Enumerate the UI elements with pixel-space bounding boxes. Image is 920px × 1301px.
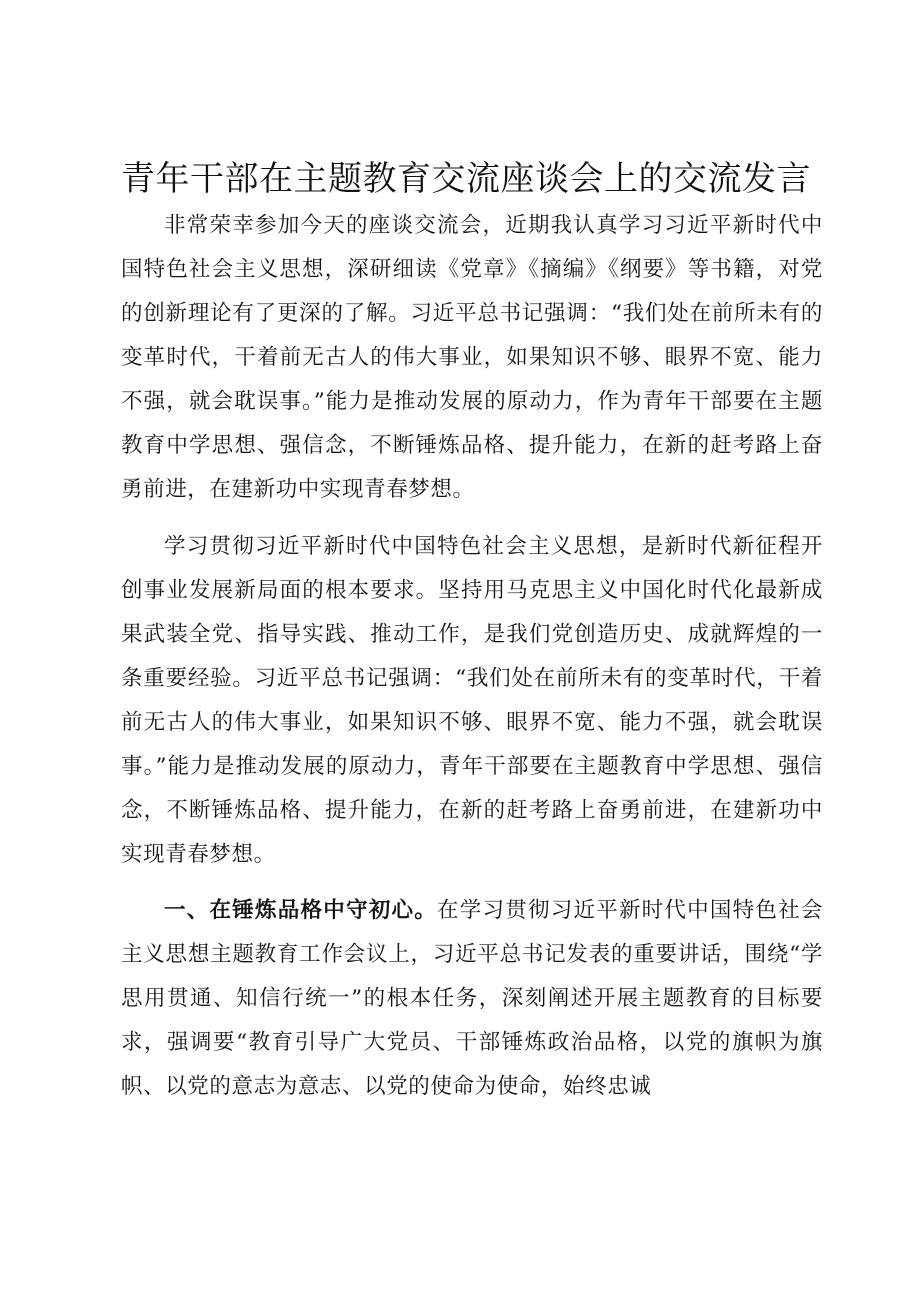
paragraph-section-one (121, 889, 823, 1109)
paragraph-text: 非常荣幸参加今天的座谈交流会，近期我认真学习习近平新时代中国特色社会主义思想，深研细读《党章》《摘编》《纲要》等书籍，对党的创新理论有了更深的了解。习近平总书记强调：“我们处在前所未有的变革时代，干着前无古人的伟大事业，如果知识不够、眼界不宽、能力不强，就会耽误事。”能力是推动发展的原动力，作为青年干部要在主题教育中学思想、强信念，不断锤炼品格、提升能力，在新的赶考路上奋勇前进，在建新功中实现青春梦想。 (121, 213, 823, 502)
paragraph-background (121, 525, 823, 877)
paragraph-text: 学习贯彻习近平新时代中国特色社会主义思想，是新时代新征程开创事业发展新局面的根本要求。坚持用马克思主义中国化时代化最新成果武装全党、指导实践、推动工作，是我们党创造历史、成就辉煌的一条重要经验。习近平总书记强调：“我们处在前所未有的变革时代，干着前无古人的伟大事业，如果知识不够、眼界不宽、能力不强，就会耽误事。”能力是推动发展的原动力，青年干部要在主题教育中学思想、强信念，不断锤炼品格、提升能力，在新的赶考路上奋勇前进，在建新功中实现青春梦想。 (121, 533, 823, 867)
document-body (121, 204, 823, 1122)
paragraph-text: 在学习贯彻习近平新时代中国特色社会主义思想主题教育工作会议上，习近平总书记发表的重要讲话，围绕“学思用贯通、知信行统一”的根本任务，深刻阐述开展主题教育的目标要求，强调要“教育引导广大党员、干部锤炼政治品格，以党的旗帜为旗帜、以党的意志为意志、以党的使命为使命，始终忠诚 (121, 898, 824, 1099)
paragraph-intro (121, 204, 823, 512)
section-heading: 一、在锤炼品格中守初心。 (164, 898, 437, 923)
document-title: 青年干部在主题教育交流座谈会上的交流发言 (121, 159, 811, 199)
